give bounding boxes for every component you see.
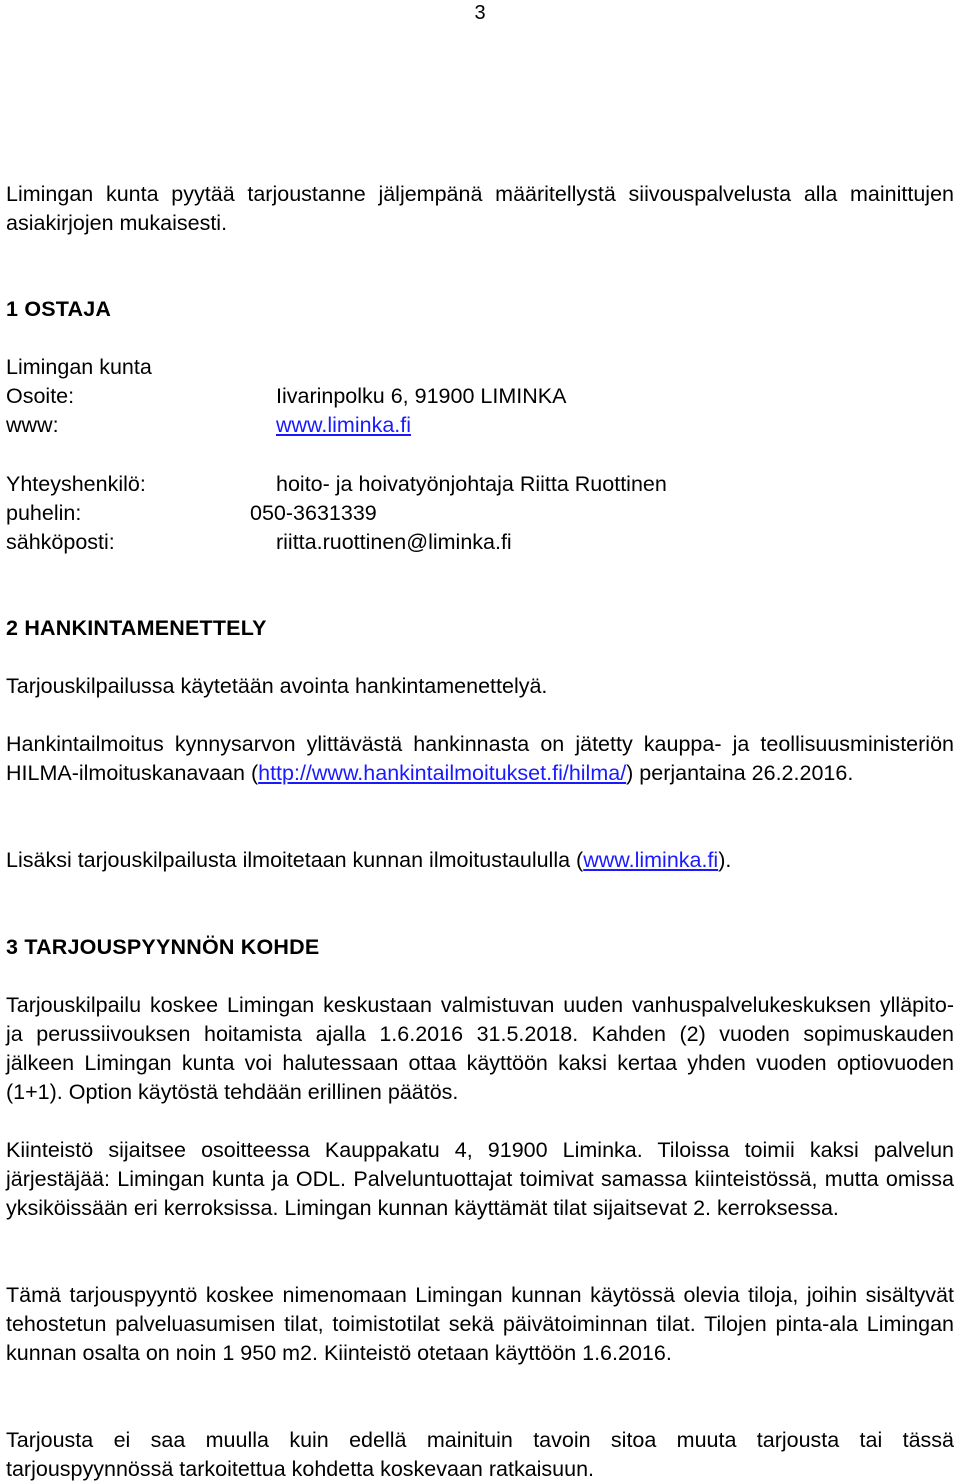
- section1-heading: 1 OSTAJA: [6, 297, 112, 321]
- email-value: riitta.ruottinen@liminka.fi: [276, 530, 512, 554]
- notice-paragraph: [6, 730, 954, 788]
- phone-value: 050-3631339: [250, 501, 377, 525]
- buyer-org: Limingan kunta: [6, 355, 152, 379]
- section2-heading: 2 HANKINTAMENETTELY: [6, 616, 267, 640]
- property-paragraph: Kiinteistö sijaitsee osoitteessa Kauppakatu 4, 91900 Liminka. Tiloissa toimii kaksi palvelun järjestäjää: Limingan kunta ja ODL. Palveluntuottajat toimivat samassa kiinteistössä, mutta omissa yksiköissään eri kerroksissa. Limingan kunnan käyttämät tilat sijaitsevat 2. kerroksessa.: [6, 1138, 954, 1220]
- binding-paragraph: Tarjousta ei saa muulla kuin edellä mainituin tavoin sitoa muuta tarjousta tai tässä tarjouspyynnössä tarkoitettua kohdetta koskevaan ratkaisuun.: [6, 1428, 954, 1481]
- phone-label: puhelin:: [6, 501, 82, 525]
- procedure-paragraph: Tarjouskilpailussa käytetään avointa hankintamenettelyä.: [6, 674, 548, 698]
- premises-paragraph: Tämä tarjouspyyntö koskee nimenomaan Limingan kunnan käytössä olevia tiloja, joihin sisältyvät tehostetun palveluasumisen tilat, toimistotilat sekä päivätoiminnan tilat. Tilojen pinta-ala Limingan kunnan osalta on noin 1 950 m2. Kiinteistö otetaan käyttöön 1.6.2016.: [6, 1283, 954, 1365]
- bulletin-text-after: ).: [718, 848, 732, 872]
- page-number: 3: [474, 2, 486, 24]
- notice-text-before: Hankintailmoitus kynnysarvon ylittävästä hankinnasta on jätetty kauppa- ja teollisuusministeriön HILMA-ilmoituskanavaan (: [6, 732, 954, 785]
- contact-label: Yhteyshenkilö:: [6, 472, 146, 496]
- address-label: Osoite:: [6, 384, 75, 408]
- bulletin-text-before: Lisäksi tarjouskilpailusta ilmoitetaan kunnan ilmoitustaululla (: [6, 848, 584, 872]
- email-label: sähköposti:: [6, 530, 115, 554]
- section3-heading: 3 TARJOUSPYYNNÖN KOHDE: [6, 935, 320, 959]
- www-label: www:: [6, 413, 59, 437]
- www-link[interactable]: www.liminka.fi: [276, 413, 411, 437]
- intro-paragraph: Limingan kunta pyytää tarjoustanne jäljempänä määritellystä siivouspalvelusta alla mainittujen asiakirjojen mukaisesti.: [6, 182, 954, 235]
- contact-value: hoito- ja hoivatyönjohtaja Riitta Ruottinen: [276, 472, 667, 496]
- bulletin-paragraph: [6, 846, 731, 875]
- scope-paragraph: Tarjouskilpailu koskee Limingan keskustaan valmistuvan uuden vanhuspalvelukeskuksen ylläpito- ja perussiivouksen hoitamista ajalla 1.6.2016 31.5.2018. Kahden (2) vuoden sopimuskauden jälkeen Limingan kunta voi halutessaan ottaa käyttöön kaksi kertaa yhden vuoden optiovuoden (1+1). Option käytöstä tehdään erillinen päätös.: [6, 993, 954, 1104]
- liminka-link[interactable]: www.liminka.fi: [583, 848, 719, 872]
- notice-text-after: ) perjantaina 26.2.2016.: [626, 761, 854, 785]
- address-value: Iivarinpolku 6, 91900 LIMINKA: [276, 384, 567, 408]
- hilma-link[interactable]: http://www.hankintailmoitukset.fi/hilma/: [258, 761, 627, 785]
